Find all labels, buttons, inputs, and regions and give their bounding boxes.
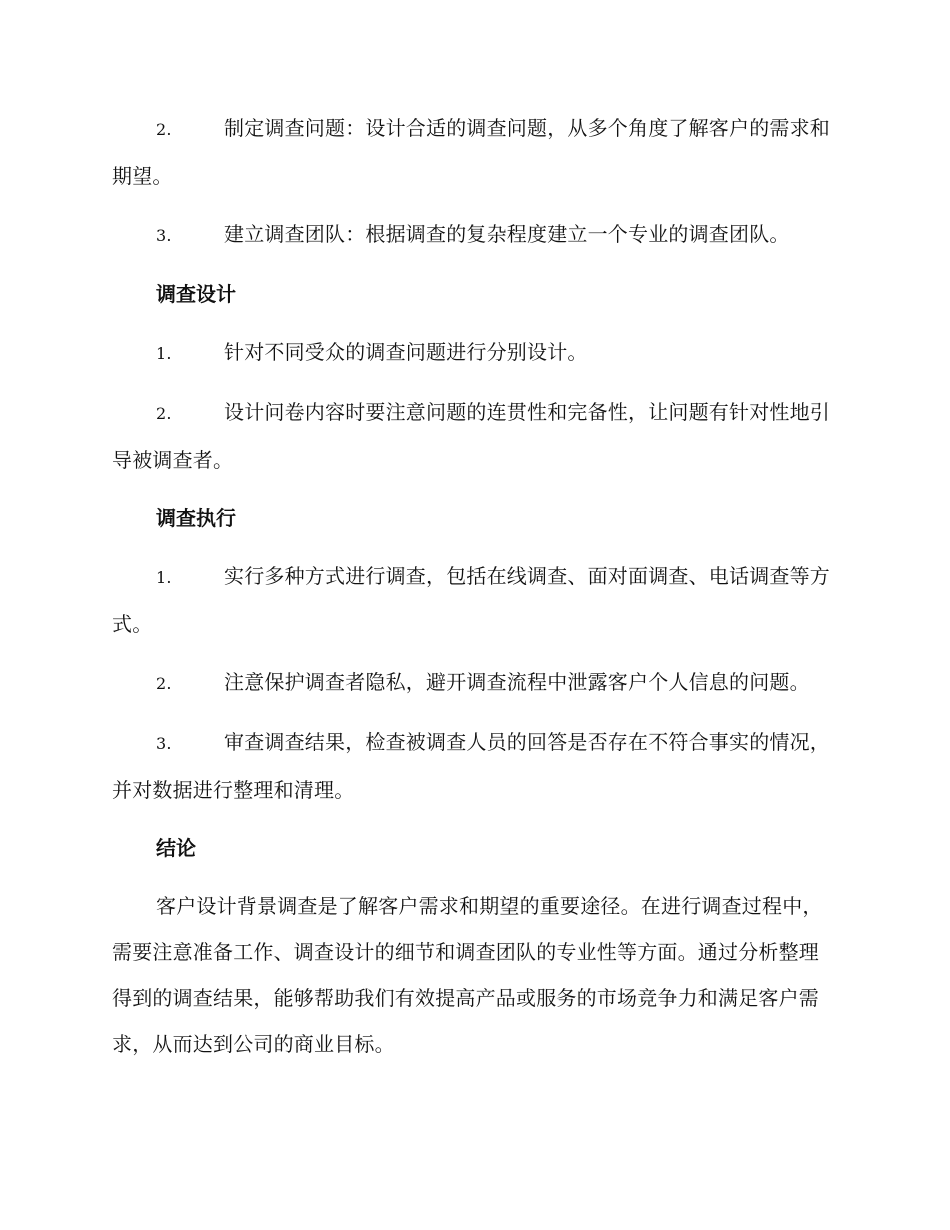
list-number: 2. [156, 404, 172, 423]
list-text: 注意保护调查者隐私，避开调查流程中泄露客户个人信息的问题。 [224, 670, 810, 694]
list-item [112, 389, 834, 483]
list-item [112, 719, 834, 813]
list-item [112, 329, 834, 377]
list-item [112, 105, 834, 199]
list-number: 2. [156, 674, 172, 693]
list-text: 建立调查团队：根据调查的复杂程度建立一个专业的调查团队。 [224, 222, 790, 246]
list-text: 实行多种方式进行调查，包括在线调查、面对面调查、电话调查等方式。 [112, 564, 830, 636]
section-heading-design: 调查设计 [156, 282, 236, 306]
list-number: 3. [156, 734, 172, 753]
list-number: 3. [156, 226, 172, 245]
section-heading-conclusion: 结论 [156, 836, 196, 860]
list-text: 制定调查问题：设计合适的调查问题，从多个角度了解客户的需求和期望。 [112, 116, 830, 188]
list-text: 针对不同受众的调查问题进行分别设计。 [224, 340, 588, 364]
list-number: 1. [156, 568, 172, 587]
list-number: 1. [156, 344, 172, 363]
conclusion-paragraph: 客户设计背景调查是了解客户需求和期望的重要途径。在进行调查过程中，需要注意准备工作、调查设计的细节和调查团队的专业性等方面。通过分析整理得到的调查结果，能够帮助我们有效提高产品或服务的市场竞争力和满足客户需求，从而达到公司的商业目标。 [112, 894, 823, 1056]
list-item [112, 553, 834, 647]
list-number: 2. [156, 120, 172, 139]
list-item [112, 211, 834, 259]
list-text: 审查调查结果，检查被调查人员的回答是否存在不符合事实的情况，并对数据进行整理和清理。 [112, 730, 830, 802]
section-heading-execution: 调查执行 [156, 506, 236, 530]
list-text: 设计问卷内容时要注意问题的连贯性和完备性，让问题有针对性地引导被调查者。 [112, 400, 830, 472]
document-body [112, 105, 834, 1079]
list-item [112, 659, 834, 707]
